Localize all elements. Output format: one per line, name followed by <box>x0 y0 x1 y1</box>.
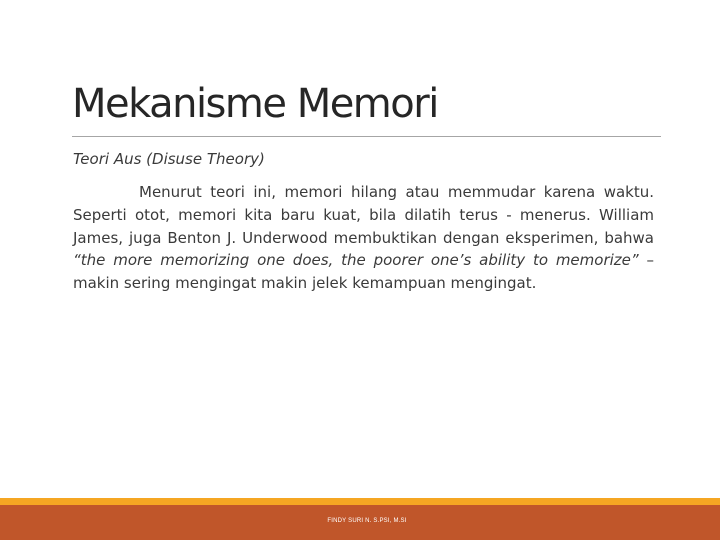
footer-accent-strip <box>0 498 720 505</box>
slide-title: Mekanisme Memori <box>72 81 438 127</box>
paragraph-text-start: Menurut teori ini, memori hilang atau memmudar karena waktu. Seperti otot, memori kita baru kuat, bila dilatih terus - menerus. William James, juga Benton J. Underwood membuktikan dengan eksperimen, bahwa <box>73 183 654 247</box>
footer-author: FINDY SURI N. S.PSI, M.SI <box>327 518 407 524</box>
title-divider <box>72 136 661 137</box>
paragraph-text-end: – makin sering mengingat makin jelek kemampuan mengingat. <box>73 251 654 293</box>
paragraph-quote: “the more memorizing one does, the poorer one’s ability to memorize” <box>73 251 639 270</box>
body-paragraph <box>73 181 654 295</box>
slide-subtitle: Teori Aus (Disuse Theory) <box>73 150 265 168</box>
